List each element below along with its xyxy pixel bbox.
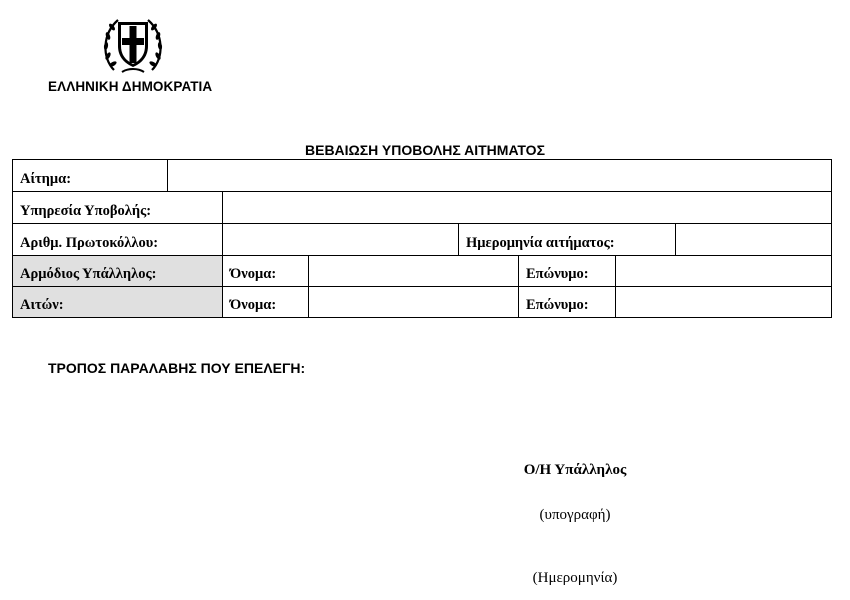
applicant-label: Αιτών: <box>12 286 223 318</box>
employee-last-name-label: Επώνυμο: <box>518 255 616 287</box>
request-date-field[interactable] <box>675 223 832 256</box>
request-date-label: Ημερομηνία αιτήματος: <box>458 223 676 256</box>
document-title-text: ΒΕΒΑΙΩΣΗ ΥΠΟΒΟΛΗΣ ΑΙΤΗΜΑΤΟΣ <box>305 142 545 158</box>
service-label: Υπηρεσία Υποβολής: <box>12 191 223 224</box>
applicant-last-name-label: Επώνυμο: <box>518 286 616 318</box>
signature-hint: (υπογραφή) <box>539 507 611 523</box>
applicant-last-name-field[interactable] <box>615 286 832 318</box>
signature-date-hint: (Ημερομηνία) <box>532 570 618 586</box>
applicant-first-name-label: Όνομα: <box>222 286 309 318</box>
request-label: Αίτημα: <box>12 159 168 192</box>
document-title <box>0 142 850 158</box>
employee-label: Αρμόδιος Υπάλληλος: <box>12 255 223 287</box>
signature-title: Ο/Η Υπάλληλος <box>523 462 627 478</box>
applicant-first-name-field[interactable] <box>308 286 519 318</box>
protocol-number-field[interactable] <box>222 223 459 256</box>
employee-first-name-label: Όνομα: <box>222 255 309 287</box>
service-field[interactable] <box>222 191 832 224</box>
protocol-number-label: Αριθμ. Πρωτοκόλλου: <box>12 223 223 256</box>
employee-last-name-field[interactable] <box>615 255 832 287</box>
employee-first-name-field[interactable] <box>308 255 519 287</box>
receipt-method-label: ΤΡΟΠΟΣ ΠΑΡΑΛΑΒΗΣ ΠΟΥ ΕΠΕΛΕΓΗ: <box>48 360 306 376</box>
country-name: ΕΛΛΗΝΙΚΗ ΔΗΜΟΚΡΑΤΙΑ <box>48 79 213 94</box>
request-field[interactable] <box>167 159 832 192</box>
greek-coat-of-arms-icon <box>100 12 166 78</box>
